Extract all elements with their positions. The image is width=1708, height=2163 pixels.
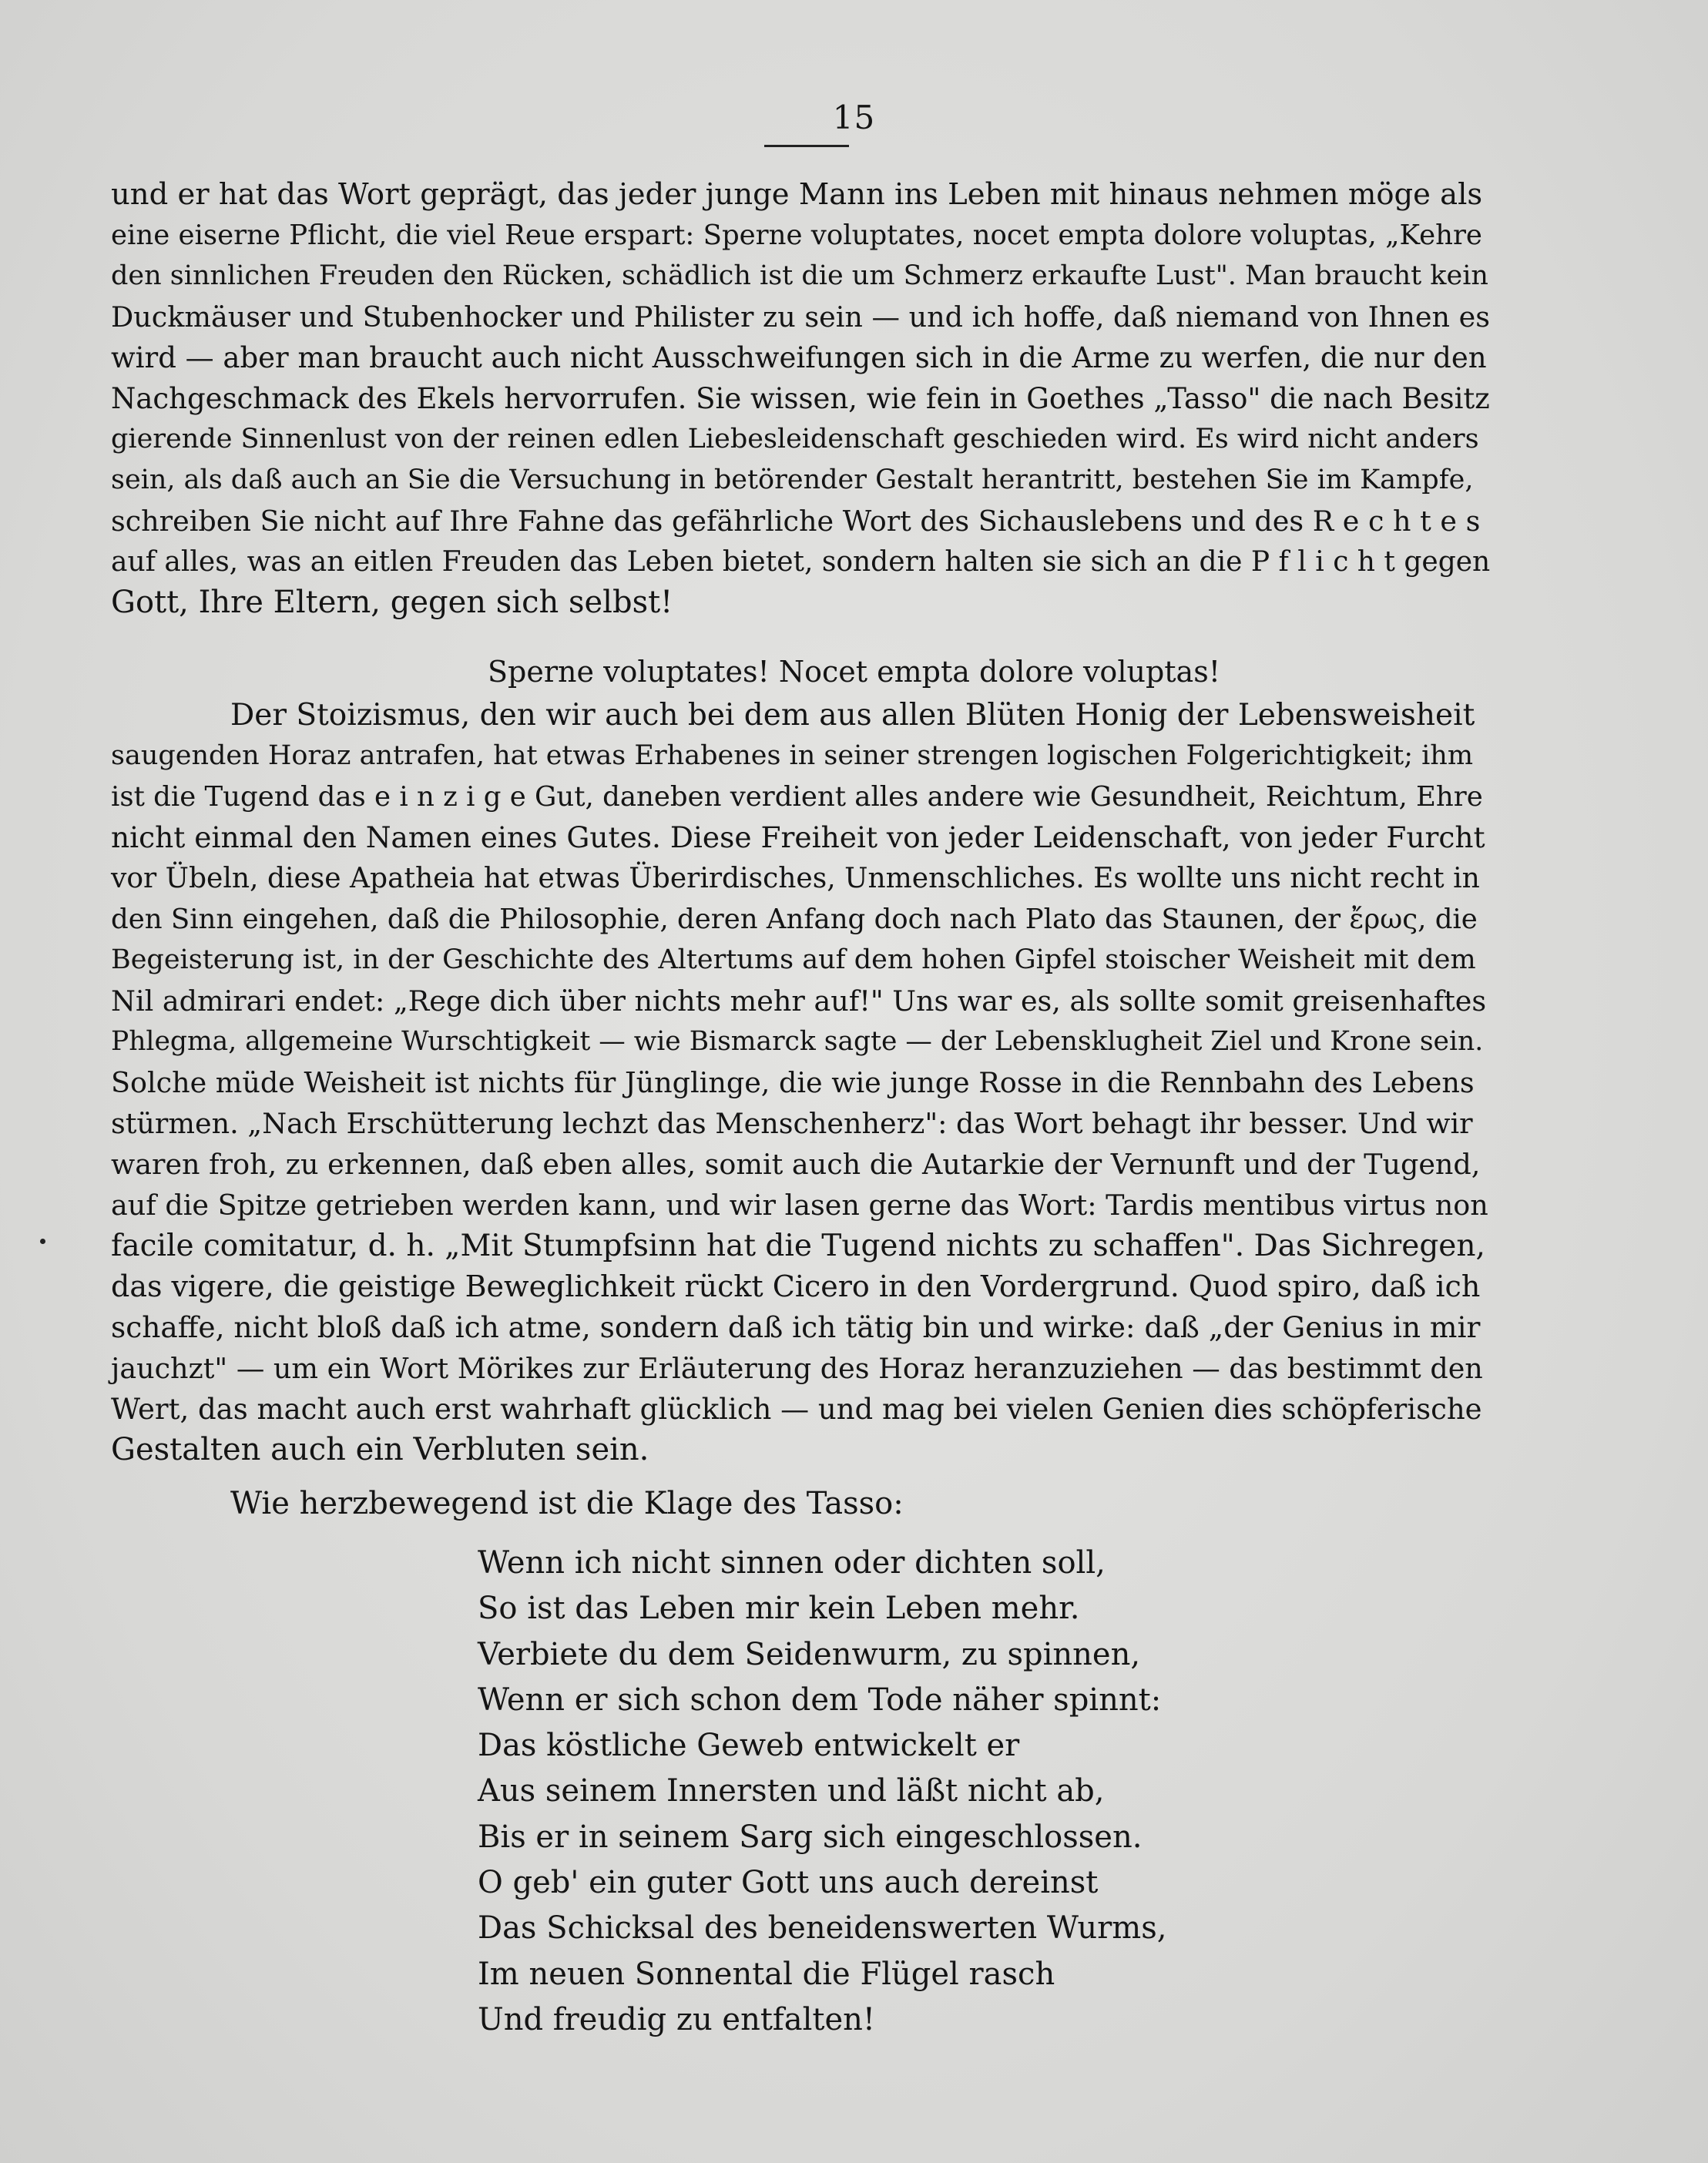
- text-line: Gestalten auch ein Verbluten sein.: [111, 1432, 649, 1467]
- text-line: nicht einmal den Namen eines Gutes. Diese Freiheit von jeder Leidenschaft, von jeder Furcht: [111, 820, 1485, 854]
- text-line: das vigere, die geistige Beweglichkeit rückt Cicero in den Vordergrund. Quod spiro, daß ich: [111, 1269, 1481, 1303]
- text-line: Duckmäuser und Stubenhocker und Philister zu sein — und ich hoffe, daß niemand von Ihnen es: [111, 300, 1490, 334]
- text-line: jauchzt" — um ein Wort Mörikes zur Erläuterung des Horaz heranzuziehen — das bestimmt den: [111, 1352, 1483, 1385]
- verse-line: O geb' ein guter Gott uns auch dereinst: [478, 1865, 1099, 1901]
- text-line: auf alles, was an eitlen Freuden das Leben bietet, sondern halten sie sich an die P f l i c h t gegen: [111, 546, 1491, 578]
- text-line: gierende Sinnenlust von der reinen edlen Liebesleidenschaft geschieden wird. Es wird nicht anders: [111, 424, 1479, 454]
- margin-dot: [40, 1239, 45, 1244]
- text-line: Nachgeschmack des Ekels hervorrufen. Sie wissen, wie fein in Goethes „Tasso" die nach Besitz: [111, 382, 1490, 415]
- text-line: vor Übeln, diese Apatheia hat etwas Überirdisches, Unmenschliches. Es wollte uns nicht recht in: [111, 863, 1480, 894]
- text-line: eine eiserne Pflicht, die viel Reue erspart: Sperne voluptates, nocet empta dolore voluptas, „Kehre: [111, 220, 1482, 251]
- text-line: Wie herzbewegend ist die Klage des Tasso:: [230, 1486, 904, 1521]
- page-number: 15: [832, 99, 876, 136]
- text-line: ist die Tugend das e i n z i g e Gut, daneben verdient alles andere wie Gesundheit, Reichtum, Ehre: [111, 781, 1483, 813]
- text-line: schaffe, nicht bloß daß ich atme, sondern daß ich tätig bin und wirke: daß „der Genius in mir: [111, 1310, 1481, 1344]
- text-line: Gott, Ihre Eltern, gegen sich selbst!: [111, 585, 673, 620]
- paragraph-stoizismus: [111, 695, 1490, 1471]
- text-line: Der Stoizismus, den wir auch bei dem aus allen Blüten Honig der Lebensweisheit: [230, 698, 1475, 733]
- verse-line: Bis er in seinem Sarg sich eingeschlossen.: [478, 1819, 1143, 1855]
- text-line: wird — aber man braucht auch nicht Ausschweifungen sich in die Arme zu werfen, die nur den: [111, 341, 1487, 374]
- tasso-verse: [478, 1541, 1479, 2043]
- paragraph-wort-gepraegt: [111, 174, 1490, 623]
- verse-line: So ist das Leben mir kein Leben mehr.: [478, 1591, 1080, 1627]
- verse-line: Im neuen Sonnental die Flügel rasch: [478, 1956, 1055, 1992]
- text-line: stürmen. „Nach Erschütterung lechzt das Menschenherz": das Wort behagt ihr besser. Und wir: [111, 1107, 1473, 1140]
- text-line: facile comitatur, d. h. „Mit Stumpfsinn hat die Tugend nichts zu schaffen". Das Sichregen,: [111, 1229, 1485, 1263]
- verse-line: Das köstliche Geweb entwickelt er: [478, 1728, 1020, 1764]
- text-line: Solche müde Weisheit ist nichts für Jünglinge, die wie junge Rosse in die Rennbahn des Lebens: [111, 1066, 1475, 1099]
- text-line: Wert, das macht auch erst wahrhaft glücklich — und mag bei vielen Genien dies schöpferische: [111, 1393, 1482, 1426]
- paragraph-tasso-intro: [111, 1484, 1490, 1524]
- motto-line: Sperne voluptates! Nocet empta dolore voluptas!: [488, 655, 1220, 689]
- verse-line: Und freudig zu entfalten!: [478, 2001, 875, 2037]
- text-line: Nil admirari endet: „Rege dich über nichts mehr auf!" Uns war es, als sollte somit greisenhaftes: [111, 984, 1487, 1018]
- text-line: waren froh, zu erkennen, daß eben alles, somit auch die Autarkie der Vernunft und der Tugend,: [111, 1148, 1481, 1181]
- verse-line: Das Schicksal des beneidenswerten Wurms,: [478, 1910, 1167, 1947]
- text-line: auf die Spitze getrieben werden kann, und wir lasen gerne das Wort: Tardis mentibus virtus non: [111, 1189, 1488, 1222]
- text-line: sein, als daß auch an Sie die Versuchung in betörender Gestalt herantritt, bestehen Sie im Kampfe,: [111, 464, 1474, 495]
- text-line: saugenden Horaz antrafen, hat etwas Erhabenes in seiner strengen logischen Folgerichtigkeit; ihm: [111, 740, 1474, 771]
- text-line: Phlegma, allgemeine Wurschtigkeit — wie Bismarck sagte — der Lebensklugheit Ziel und Krone sein.: [111, 1026, 1484, 1057]
- verse-line: Verbiete du dem Seidenwurm, zu spinnen,: [478, 1636, 1141, 1672]
- verse-line: Aus seinem Innersten und läßt nicht ab,: [478, 1773, 1105, 1809]
- verse-line: Wenn er sich schon dem Tode näher spinnt:: [478, 1682, 1162, 1718]
- text-line: den Sinn eingehen, daß die Philosophie, deren Anfang doch nach Plato das Staunen, der ἔρως, die: [111, 904, 1478, 935]
- text-line: Begeisterung ist, in der Geschichte des Altertums auf dem hohen Gipfel stoischer Weisheit mit dem: [111, 944, 1476, 975]
- text-line: schreiben Sie nicht auf Ihre Fahne das gefährliche Wort des Sichauslebens und des R e c h t e s: [111, 505, 1481, 538]
- text-line: und er hat das Wort geprägt, das jeder junge Mann ins Leben mit hinaus nehmen möge als: [111, 177, 1483, 212]
- text-line: den sinnlichen Freuden den Rücken, schädlich ist die um Schmerz erkaufte Lust". Man braucht kein: [111, 260, 1488, 291]
- page-number-rule: [764, 145, 849, 147]
- verse-line: Wenn ich nicht sinnen oder dichten soll,: [478, 1545, 1106, 1581]
